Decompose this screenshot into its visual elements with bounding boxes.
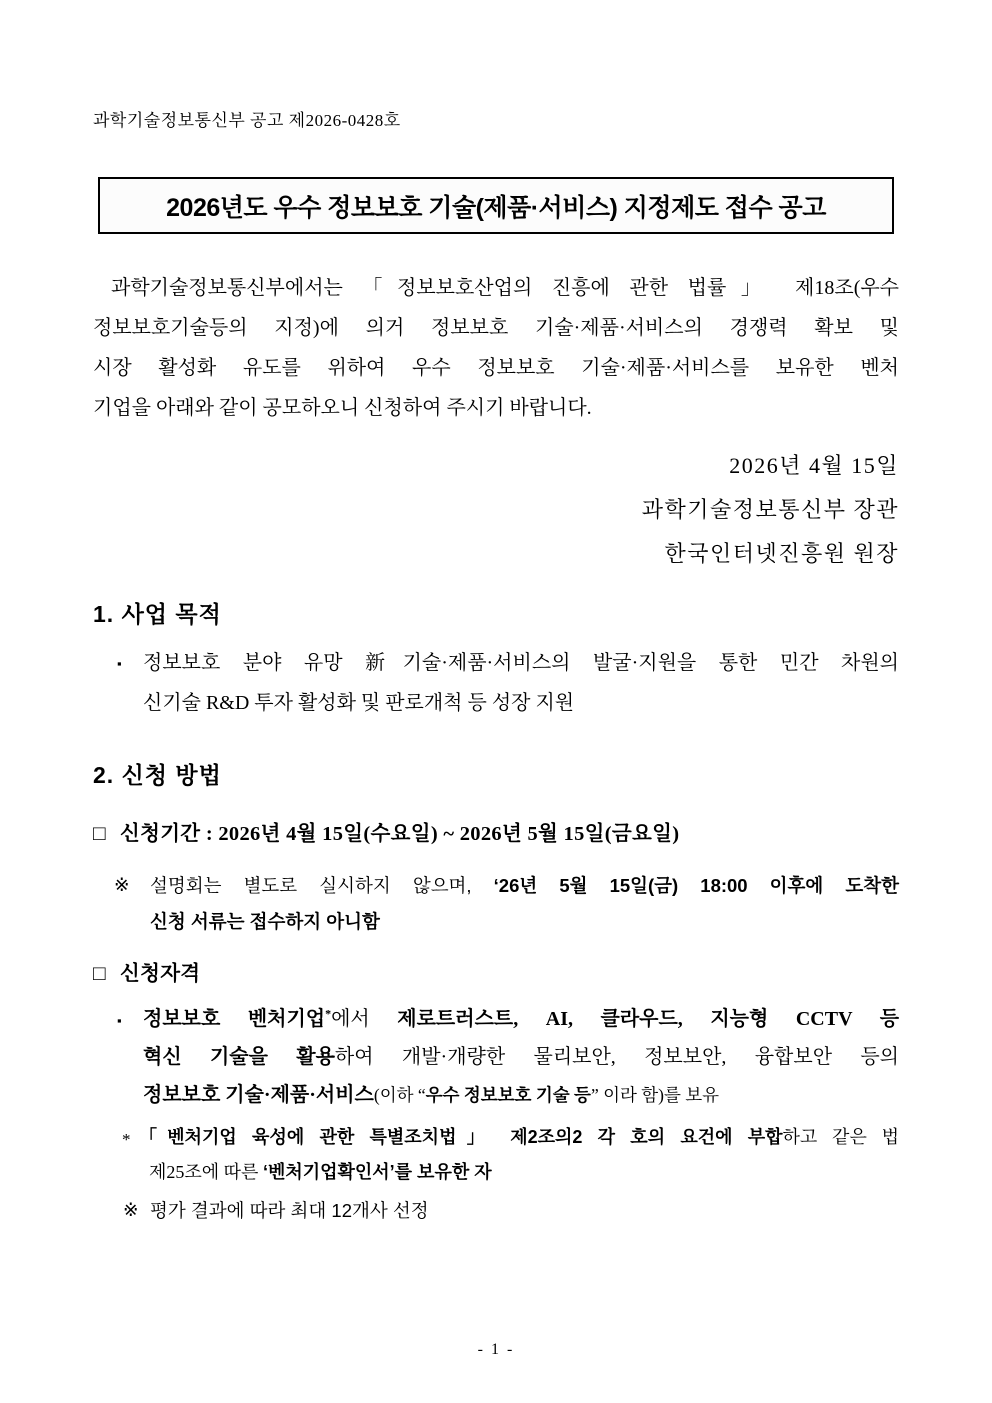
reference-mark-icon: ※ bbox=[123, 1201, 139, 1221]
page-number: - 1 - bbox=[477, 1341, 515, 1358]
footnote-bold-text: 「벤처기업 육성에 관한 특별조치법」 제2조의2 각 호의 요건에 부합 bbox=[139, 1127, 783, 1147]
qualification-line-1 bbox=[143, 1000, 899, 1038]
qualification-bold-text: 혁신 기술을 활용 bbox=[143, 1046, 335, 1068]
qualification-bold-text: 우수 정보보호 기술 등 bbox=[425, 1085, 591, 1105]
section1-heading: 1. 사업 목적 bbox=[93, 601, 222, 627]
section1-bullet-line-1: 정보보호 분야 유망 新기술·제품·서비스의 발굴·지원을 통한 민간 차원의 bbox=[143, 652, 899, 674]
bullet-square-icon: ▪ bbox=[117, 656, 122, 671]
asterisk-marker-icon: * bbox=[122, 1130, 131, 1149]
period-note-line-1 bbox=[150, 868, 899, 904]
footnote-line-1 bbox=[139, 1120, 899, 1155]
signature-block bbox=[93, 444, 899, 576]
square-marker-icon: □ bbox=[93, 961, 106, 985]
period-note-line-2: 신청 서류는 접수하지 아니함 bbox=[150, 911, 380, 932]
intro-line-1: 과학기술정보통신부에서는 「정보보호산업의 진흥에 관한 법률」 제18조(우수 bbox=[111, 277, 899, 299]
footnote-regular-text: 하고 같은 법 bbox=[782, 1127, 899, 1147]
qualification-regular-text: 하여 개발·개량한 물리보안, 정보보안, 융합보안 등의 bbox=[334, 1046, 899, 1068]
qualification-regular-text: (이하 “ bbox=[373, 1085, 426, 1105]
qualification-bold-text: 제로트러스트, AI, 클라우드, 지능형 CCTV 등 bbox=[397, 1008, 900, 1030]
intro-line-4: 기업을 아래와 같이 공모하오니 신청하여 주시기 바랍니다. bbox=[93, 397, 592, 419]
intro-line-3: 시장 활성화 유도를 위하여 우수 정보보호 기술·제품·서비스를 보유한 벤처 bbox=[93, 357, 899, 379]
qualification-regular-text: 에서 bbox=[331, 1008, 398, 1030]
qualification-regular-text: ” 이라 함)를 보유 bbox=[590, 1085, 720, 1105]
qualification-label: 신청자격 bbox=[119, 963, 201, 985]
qualification-bullet bbox=[93, 1000, 899, 1114]
square-marker-icon: □ bbox=[93, 821, 106, 845]
section2-heading: 2. 신청 방법 bbox=[93, 762, 222, 788]
footnote-asterisk-ref: * bbox=[325, 1006, 332, 1021]
period-note-normal: 설명회는 별도로 실시하지 않으며, bbox=[150, 875, 494, 896]
bullet-square-icon: ▪ bbox=[117, 1013, 122, 1028]
doc-number: 과학기술정보통신부 공고 제2026-0428호 bbox=[93, 111, 401, 130]
announcement-date: 2026년 4월 15일 bbox=[729, 453, 899, 478]
intro-paragraph bbox=[93, 268, 899, 428]
selection-note-text: 평가 결과에 따라 최대 12개사 선정 bbox=[150, 1200, 429, 1221]
qualification-heading bbox=[93, 956, 899, 986]
period-note-bold: ‘26년 5월 15일(금) 18:00 이후에 도착한 bbox=[493, 875, 899, 896]
section1-bullet-line-2: 신기술 R&D 투자 활성화 및 판로개척 등 성장 지원 bbox=[143, 692, 575, 714]
footnote-regular-text: 제25조에 따른 bbox=[149, 1162, 263, 1182]
period-note bbox=[93, 868, 899, 940]
application-period-line bbox=[93, 816, 899, 846]
qualification-line-3 bbox=[143, 1076, 899, 1114]
venture-act-footnote bbox=[93, 1120, 899, 1190]
application-period-text: 신청기간 : 2026년 4월 15일(수요일) ~ 2026년 5월 15일(금요일) bbox=[119, 823, 680, 845]
title-box bbox=[98, 177, 894, 234]
selection-note bbox=[93, 1194, 899, 1228]
qualification-bold-text: 정보보호 기술·제품·서비스 bbox=[143, 1084, 374, 1106]
qualification-bold-text: 정보보호 벤처기업 bbox=[143, 1008, 326, 1030]
page-title: 2026년도 우수 정보보호 기술(제품·서비스) 지정제도 접수 공고 bbox=[166, 193, 826, 222]
reference-mark-icon: ※ bbox=[114, 876, 130, 896]
intro-line-2: 정보보호기술등의 지정)에 의거 정보보호 기술·제품·서비스의 경쟁력 확보 및 bbox=[93, 317, 899, 339]
footnote-line-2 bbox=[139, 1155, 899, 1190]
signatory-kisa-president: 한국인터넷진흥원 원장 bbox=[664, 541, 899, 566]
footnote-bold-text: ‘벤처기업확인서’를 보유한 자 bbox=[262, 1162, 492, 1182]
signatory-minister: 과학기술정보통신부 장관 bbox=[641, 497, 899, 522]
qualification-line-2 bbox=[143, 1038, 899, 1076]
section1-bullet bbox=[93, 643, 899, 723]
